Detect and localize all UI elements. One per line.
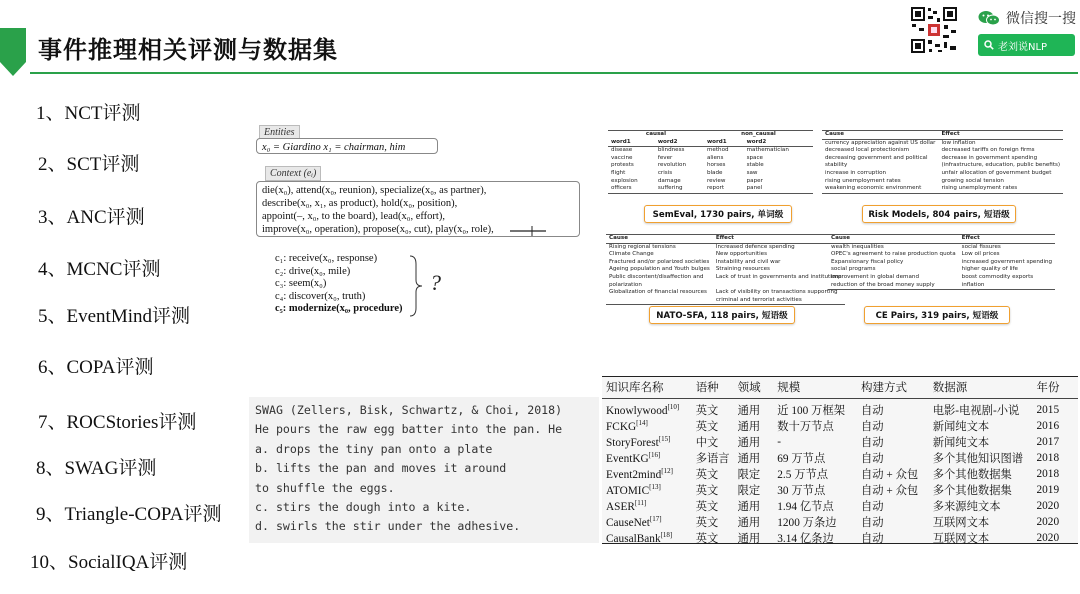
search-button[interactable]: [978, 34, 1075, 56]
context-line: appoint(–, x₀, to the board), lead(x₀, effort),: [262, 211, 445, 222]
column-header: word1: [611, 138, 631, 145]
search-label: 老刘说NLP: [998, 41, 1048, 53]
brand-text: 微信搜一搜: [1006, 11, 1076, 27]
column-header: Effect: [715, 235, 734, 241]
column-header: word2: [746, 138, 767, 145]
brace-icon: [408, 254, 424, 318]
choice-item: c₂: drive(x₀, mile): [275, 265, 351, 277]
table-row: Ageing population and Youth bulges Straining resources: [609, 266, 770, 273]
table-row: Fractured and/or polarized societies Instability and civil war: [609, 258, 781, 265]
list-item: 9、Triangle-COPA评测: [36, 504, 222, 525]
table-row: currency appreciation against US dollar low inflation: [825, 139, 976, 146]
table-row: StoryForest[15] 中文 通用 - 自动 新闻纯文本 2017: [606, 435, 1060, 449]
list-item: 6、COPA评测: [38, 357, 154, 378]
corner-accent-mark: [0, 28, 26, 76]
table-row: Event2mind[12] 英文 限定 2.5 万节点 自动 + 众包 多个其他数据集 2018: [606, 467, 1060, 481]
context-line: improve(x₀, operation), propose(x₀, cut), play(x₀, role),: [262, 224, 494, 235]
entities-box: x₀ = Giardino x₁ = chairman, him: [256, 138, 438, 154]
choice-item: c₄: discover(x₀, truth): [275, 290, 366, 302]
table-row: Knowlywood[10] 英文 通用 近 100 万框架 自动 电影-电视剧-小说 2015: [606, 403, 1060, 417]
page-title: 事件推理相关评测与数据集: [38, 36, 338, 64]
title-divider: [30, 72, 1078, 74]
table-row: weakening economic environment rising unemployment rates: [822, 185, 1063, 193]
knowledge-base-table: [602, 376, 1078, 544]
table-row: OPEC's agreement to raise production quota Low oil prices: [831, 251, 1000, 258]
column-header: Cause: [825, 131, 844, 137]
column-header: Cause: [831, 235, 850, 241]
qr-code-icon: [910, 6, 958, 54]
list-item: 4、MCNC评测: [38, 259, 161, 280]
table-row: polarization: [609, 281, 642, 288]
blank-slot-icon: [508, 224, 548, 238]
choice-item: c₃: seem(x₀): [275, 278, 327, 290]
table-row: wealth inequalities social fissures: [831, 243, 1001, 250]
ce-table: [828, 234, 1052, 290]
context-line: die(x₀), attend(x₀, reunion), specialize(x₀, as partner),: [262, 185, 487, 196]
table-row: EventKG[16] 多语言 通用 69 万节点 自动 多个其他知识图谱 2018: [606, 451, 1060, 465]
context-line: describe(x₀, x₁, as product), hold(x₀, position),: [262, 198, 458, 209]
table-row: decreased local protectionism decreased tariffs on foreign firms: [825, 147, 1035, 154]
table-row: Public discontent/disaffection and Lack of trust in governments and institutions: [609, 273, 842, 280]
list-item: 7、ROCStories评测: [38, 412, 197, 433]
column-header: 数据源: [929, 377, 1033, 398]
column-header: 领域: [734, 377, 774, 398]
column-header: Cause: [609, 235, 628, 241]
table-row: disease blindness method mathematician: [611, 147, 789, 154]
table-row: Expansionary fiscal policy increased government spending: [831, 258, 1053, 265]
table-row: Globalization of financial resources Lack of visibility on transactions supporting: [609, 289, 838, 296]
table-row: flight crisis blade saw: [611, 169, 758, 176]
table-row: FCKG[14] 英文 通用 数十万节点 自动 新闻纯文本 2016: [606, 419, 1060, 433]
column-header: 语种: [692, 377, 734, 398]
semeval-caption: SemEval, 1730 pairs, 单词级: [644, 205, 792, 223]
column-header: Effect: [961, 235, 980, 241]
search-icon: [984, 40, 994, 50]
table-row: CauseNet[17] 英文 通用 1200 万条边 自动 互联网文本 2020: [606, 515, 1060, 529]
table-row: decreasing government and political decrease in government spending: [825, 154, 1038, 161]
risk-table: [822, 130, 1061, 194]
entities-label: Entities: [259, 125, 300, 140]
column-header: 规模: [773, 377, 857, 398]
table-row: ATOMIC[13] 英文 限定 30 万节点 自动 + 众包 多个其他数据集 2019: [606, 483, 1060, 497]
column-header: 构建方式: [857, 377, 929, 398]
table-row: CausalBank[18] 英文 通用 3.14 亿条边 自动 互联网文本 2020: [606, 531, 1060, 545]
table-row: vaccine fever aliens space: [611, 154, 764, 161]
table-row: explosion damage review paper: [611, 177, 763, 184]
table-row: criminal and terrorist activities: [606, 297, 845, 305]
column-header: 年份: [1033, 377, 1079, 398]
list-item: 3、ANC评测: [38, 207, 145, 228]
list-item: 1、NCT评测: [36, 103, 141, 124]
choice-item: c₅: modernize(x₀, procedure): [275, 303, 403, 315]
choice-list: [275, 253, 403, 316]
table-row: protests revolution horses stable: [611, 162, 764, 169]
column-header: 知识库名称: [602, 377, 692, 398]
ce-caption: CE Pairs, 319 pairs, 短语级: [864, 306, 1010, 324]
list-item: 10、SocialIQA评测: [30, 552, 188, 573]
column-header: Effect: [941, 131, 960, 137]
table-row: stability (infrastructure, education, public benefits): [825, 162, 1061, 169]
table-row: officers suffering report panel: [608, 185, 813, 193]
semeval-table: [608, 130, 813, 194]
list-item: 8、SWAG评测: [36, 458, 157, 479]
group-header: causal: [645, 131, 667, 137]
table-row: ASER[11] 英文 通用 1.94 亿节点 自动 多来源纯文本 2020: [606, 499, 1060, 513]
table-row: improvement in global demand boost commodity exports: [831, 273, 1034, 280]
choice-item: c₁: receive(x₀, response): [275, 253, 378, 264]
question-mark: ?: [430, 270, 441, 295]
nato-caption: NATO-SFA, 118 pairs, 短语级: [649, 306, 795, 324]
column-header: word1: [706, 138, 727, 145]
table-row: reduction of the broad money supply inflation: [828, 282, 1055, 290]
table-row: Climate Change New opportunities: [609, 251, 767, 258]
wechat-icon: [978, 10, 1000, 26]
table-row: rising unemployment rates growing social tension: [825, 177, 1004, 184]
brand-area: [910, 6, 1078, 56]
list-item: 5、EventMind评测: [38, 306, 190, 327]
swag-example: SWAG (Zellers, Bisk, Schwartz, & Choi, 2018) He pours the raw egg batter into the pan. He a. drops the tiny pan onto a plate b. lifts the pan and moves it around to shuffle the eggs. c. stirs the dough into a kite. d. swirls the stir under the adhesive.: [249, 397, 599, 543]
header-row: [602, 377, 1078, 398]
table-row: increase in corruption unfair allocation of government budget: [825, 169, 1052, 176]
column-header: word2: [657, 138, 678, 145]
table-row: Rising regional tensions Increased defence spending: [609, 243, 795, 250]
nato-table: [606, 234, 842, 305]
list-item: 2、SCT评测: [38, 154, 140, 175]
table-row: social programs higher quality of life: [831, 266, 1018, 273]
risk-caption: Risk Models, 804 pairs, 短语级: [862, 205, 1016, 223]
context-label: Context (eᵢ): [265, 166, 321, 181]
group-header: non_causal: [741, 131, 776, 137]
